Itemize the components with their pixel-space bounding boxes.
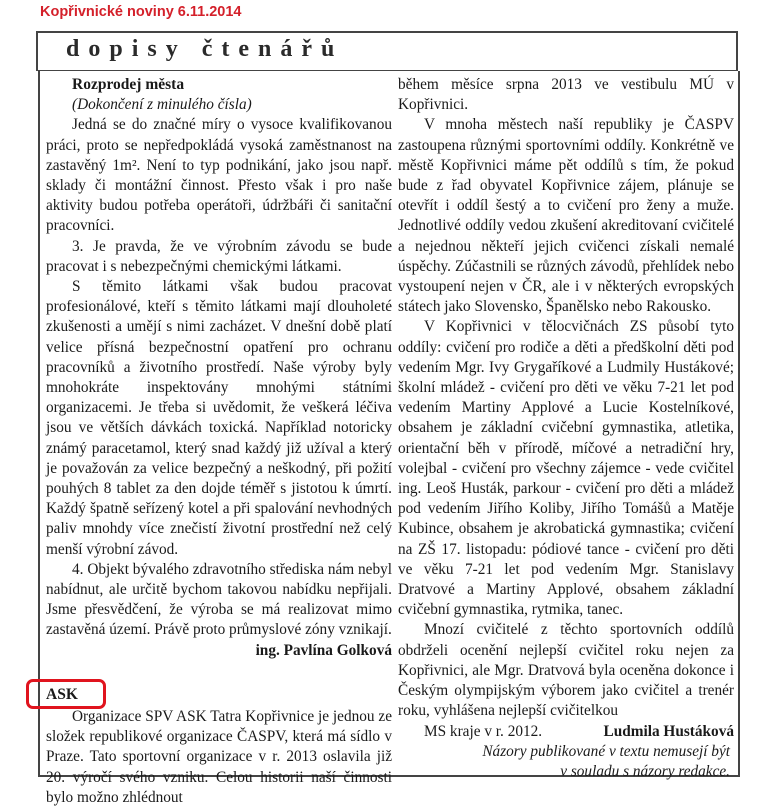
article-author: Ludmila Hustáková	[603, 722, 734, 740]
article-subtitle: (Dokončení z minulého čísla)	[72, 96, 252, 114]
article-paragraph: Jedná se do značné míry o vysoce kvalifikovanou práci, proto se nepředpokládá vysoká zaměstnanost na zastavěný 1m². Není to typ podnikání, jako jsou např. sklady či montážní činnost. Přesto však i pro naše aktivity budou potřeba operátoři, údržbáři či sanitační pracovníci.	[46, 116, 392, 235]
article-signature-line	[46, 641, 392, 661]
article-paragraph-continued: během měsíce srpna 2013 ve vestibulu MÚ v Kopřivnici.	[398, 76, 734, 114]
red-highlight-box	[26, 679, 106, 709]
article-paragraph: S těmito látkami však budou pracovat profesionálové, kteří s těmito látkami mají dlouholeté zkušenosti a umějí s nimi zacházet. V dnešní době platí velice přísná bezpečnostní opatření pro ochranu pracovníků a životního prostředí. Naše výroby byly mnohokráte inspektovány mnohými státními organizacemi. Je třeba si uvědomit, že veškerá léčiva jsou ve větších dávkách toxická. Například notoricky známý paracetamol, který snad každý již užíval a který je považován za velice bezpečný a neškodný, při požití pouhých 8 tablet za den dojde téměř s jistotou k úmrtí. Každý špatně seřízený kotel a při spalování nevhodných paliv mnohdy více znečistí životní prostřední než celý menší výrobní závod.	[46, 278, 392, 558]
column-left	[46, 75, 392, 808]
article-paragraph: Mnozí cvičitelé z těchto sportovních oddílů obdrželi ocenění nejlepší cvičitel roku nejen za Kopřivnici, ale Mgr. Dratvová byla oceněna dokonce i Českým olympijským výborem jako cvičitel a trenér roku, vyhlášena nejlepší cvičitelkou	[398, 621, 734, 720]
article-paragraph: 4. Objekt bývalého zdravotního střediska nám nebyl nabídnut, ale určitě bychom takovou nabídku nepřijali. Jsme přesvědčení, že výroba se má realizovat mimo zastavěná území. Právě proto průmyslové zóny vznikají.	[46, 560, 392, 639]
letters-body	[38, 71, 740, 806]
article-last-line: MS kraje v r. 2012.	[424, 722, 543, 740]
section-header	[36, 31, 738, 71]
column-right	[398, 75, 734, 782]
editorial-disclaimer-line1: Názory publikované v textu nemusejí být	[482, 742, 730, 760]
article-signature-line	[398, 722, 734, 742]
article-paragraph: Organizace SPV ASK Tatra Kopřivnice je jednou ze složek republikové organizace ČASPV, která má sídlo v Praze. Tato sportovní organizace v r. 2013 oslavila již 20. výročí svého vzniku. Celou historii naší činnosti bylo možno zhlédnout	[46, 707, 392, 806]
article-paragraph: V mnoha městech naší republiky je ČASPV zastoupena různými sportovními oddíly. Konkrétně ve městě Kopřivnici máme pět oddílů s tím, že pokud bude z řad obyvatel Kopřivnice zájem, plánuje se otevřít i oddíl šestý a to cvičení pro ženy a muže. Jednotlivé oddíly vedou zkušení akreditovaní cvičitelé a nejednou někteří jejich cvičenci získali nemalé úspěchy. Zúčastnili se různých závodů, přehlídek nebo vystoupení nejen v ČR, ale i v některých evropských státech jako Slovensko, Španělsko nebo Rakousko.	[398, 116, 734, 316]
editorial-disclaimer-line2: v souladu s názory redakce.	[560, 762, 730, 780]
section-title: dopisy čtenářů	[66, 36, 344, 62]
newspaper-source-label: Kopřivnické noviny 6.11.2014	[40, 4, 242, 20]
article-title-rozprodej: Rozprodej města	[72, 76, 185, 93]
article-paragraph: V Kopřivnici v tělocvičnách ZS působí tyto oddíly: cvičení pro rodiče a děti a předškolní děti pod vedením Mgr. Ivy Grygaříkové a Ludmily Hustákové; školní mládež - cvičení pro děti ve věku 7-21 let pod vedením Martiny Applové a Lucie Kostelníkové, obsahem je základní cvičební gymnastika, atletika, orientační běh v přírodě, míčové a netradiční hry, volejbal - cvičení pro všechny zájemce - vede cvičitel ing. Leoš Husták, parkour - cvičení pro děti a mládež pod vedením Jiřího Koliby, Jiřího Tomášů a Matěje Kubince, obsahem je akrobatická gymnastika; cvičení na ZŠ 17. listopadu: pódiové tance - cvičení pro děti ve věku 7-21 let pod vedením Mgr. Stanislavy Dratvové a Martiny Applové, obsahem základní cvičební gymnastika, rytmika, tanec.	[398, 318, 734, 619]
article-title-ask-wrapper	[46, 685, 392, 707]
article-paragraph: 3. Je pravda, že ve výrobním závodu se bude pracovat i s nebezpečnými chemickými látkami.	[46, 237, 392, 275]
article-author: ing. Pavlína Golková	[255, 641, 392, 659]
article-title-ask: ASK	[46, 685, 78, 703]
